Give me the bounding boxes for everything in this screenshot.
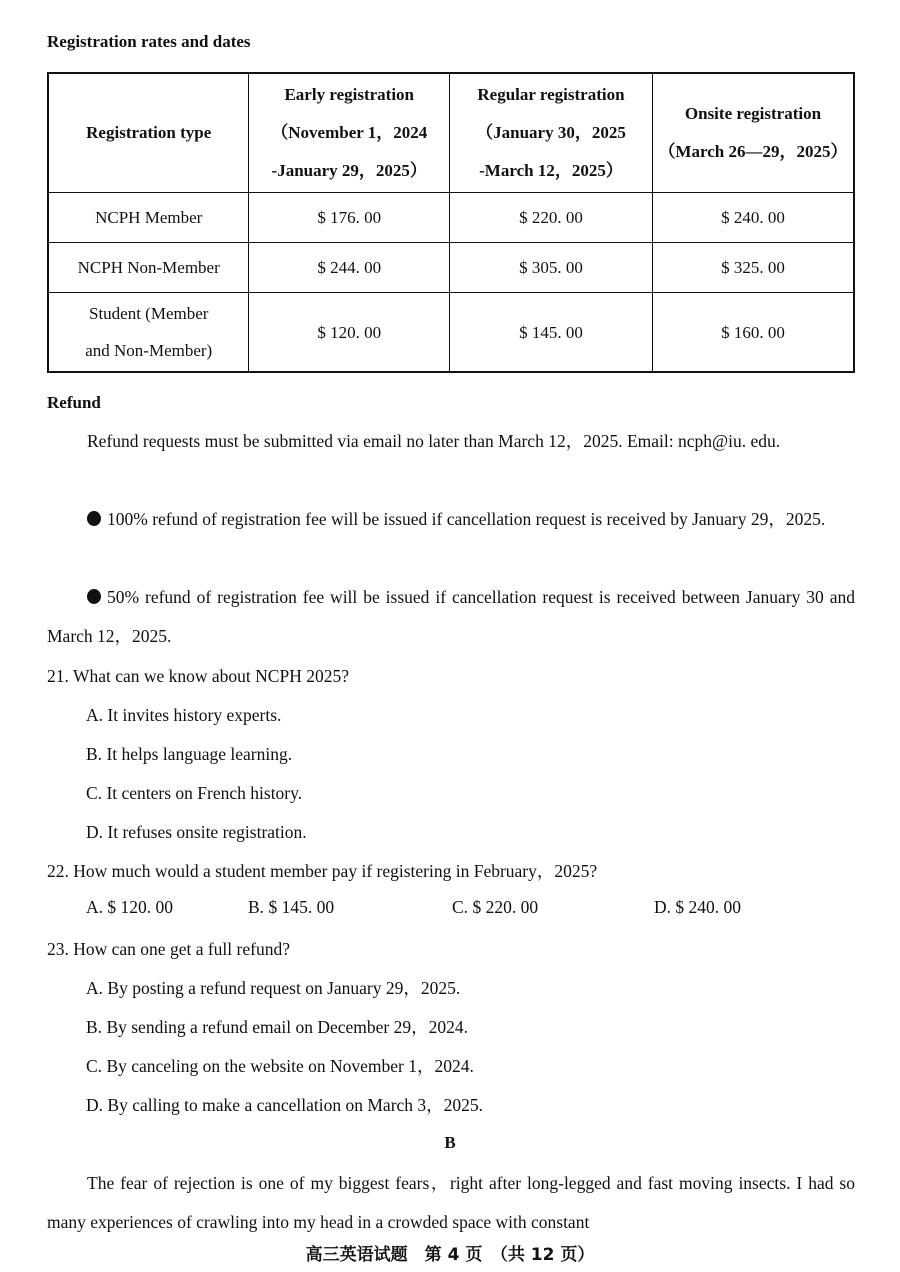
option-label: D. [86,822,104,842]
option-label: A. [86,978,104,998]
header-date-start: （November 1，2024 [271,123,428,142]
option-22-d[interactable] [654,897,741,918]
option-label: D. [654,897,672,917]
header-text: Early registration [284,85,414,104]
option-text: It refuses onsite registration. [107,822,307,842]
cell-regular: $ 145. 00 [450,293,653,373]
refund-title: Refund [47,393,101,412]
header-regular-registration [450,73,653,193]
option-text: By sending a refund email on December 29，2024. [106,1017,469,1037]
question-23 [47,936,290,962]
option-text: By calling to make a cancellation on March 3，2025. [107,1095,484,1115]
option-label: C. [452,897,469,917]
option-22-b[interactable] [248,897,334,918]
question-22 [47,858,597,884]
question-number: 23. [47,939,69,959]
option-text: $ 220. 00 [472,897,539,917]
refund-bullet [47,578,855,656]
option-23-c[interactable] [86,1053,474,1079]
option-label: B. [86,1017,103,1037]
header-date-end: -January 29，2025） [271,161,427,180]
option-23-a[interactable] [86,975,460,1001]
option-text: $ 120. 00 [107,897,174,917]
option-label: B. [86,744,103,764]
cell-early: $ 120. 00 [249,293,450,373]
bullet-text: 100% refund of registration fee will be issued if cancellation request is received by January 29，2025. [107,509,826,529]
cell-early: $ 176. 00 [249,193,450,243]
header-text: Onsite registration [684,104,822,123]
refund-intro: Refund requests must be submitted via email no later than March 12，2025. Email: ncph@iu. edu. [87,431,781,451]
cell-type: NCPH Non-Member [48,243,249,293]
header-onsite-registration [652,73,854,193]
option-label: A. [86,705,104,725]
option-text: It centers on French history. [106,783,303,803]
question-text: What can we know about NCPH 2025? [72,666,349,686]
option-text: By canceling on the website on November 1，2024. [106,1056,474,1076]
option-text: $ 145. 00 [268,897,335,917]
cell-early: $ 244. 00 [249,243,450,293]
cell-onsite: $ 325. 00 [652,243,854,293]
part-b-passage: The fear of rejection is one of my biggest fears，right after long-legged and fast moving insects. I had so many experiences of crawling into my head in a crowded space with constant [47,1173,855,1232]
cell-regular: $ 305. 00 [450,243,653,293]
section-title: Registration rates and dates [47,32,251,51]
option-text: It helps language learning. [106,744,293,764]
cell-regular: $ 220. 00 [450,193,653,243]
table-row [48,243,854,293]
option-text: $ 240. 00 [675,897,742,917]
registration-rates-table [47,72,855,373]
bullet-icon [87,511,101,526]
option-text: It invites history experts. [107,705,282,725]
option-21-b[interactable] [86,741,292,767]
option-22-a[interactable] [86,897,173,918]
table-header-row [48,73,854,193]
header-registration-type [48,73,249,193]
cell-type-line: Student (Member [88,304,209,323]
question-21 [47,663,349,689]
option-23-b[interactable] [86,1014,468,1040]
header-date-end: -March 12，2025） [479,161,623,180]
option-label: C. [86,1056,103,1076]
bullet-text: 50% refund of registration fee will be issued if cancellation request is received between January 30 and March 12，2025. [47,587,855,646]
question-text: How can one get a full refund? [73,939,290,959]
table-row [48,193,854,243]
question-number: 22. [47,861,69,881]
cell-type-line: and Non-Member) [85,341,213,360]
cell-onsite: $ 240. 00 [652,193,854,243]
question-text: How much would a student member pay if registering in February，2025? [73,861,598,881]
option-21-c[interactable] [86,780,302,806]
option-21-d[interactable] [86,819,307,845]
cell-type [48,293,249,373]
option-label: C. [86,783,103,803]
header-early-registration [249,73,450,193]
cell-type: NCPH Member [48,193,249,243]
header-date-start: （January 30，2025 [476,123,626,142]
option-label: A. [86,897,104,917]
header-date-range: （March 26—29，2025） [658,142,848,161]
option-23-d[interactable] [86,1092,483,1118]
option-label: B. [248,897,265,917]
cell-onsite: $ 160. 00 [652,293,854,373]
option-21-a[interactable] [86,702,281,728]
option-label: D. [86,1095,104,1115]
part-b-heading: B [444,1133,456,1152]
page-footer: 高三英语试题 第 4 页 （共 12 页） [305,1245,595,1265]
header-text: Regular registration [477,85,625,104]
option-text: By posting a refund request on January 29，2025. [107,978,461,998]
header-text: Registration type [86,123,212,142]
question-number: 21. [47,666,69,686]
bullet-icon [87,589,101,604]
table-row [48,293,854,373]
option-22-c[interactable] [452,897,538,918]
refund-bullet [47,500,855,539]
